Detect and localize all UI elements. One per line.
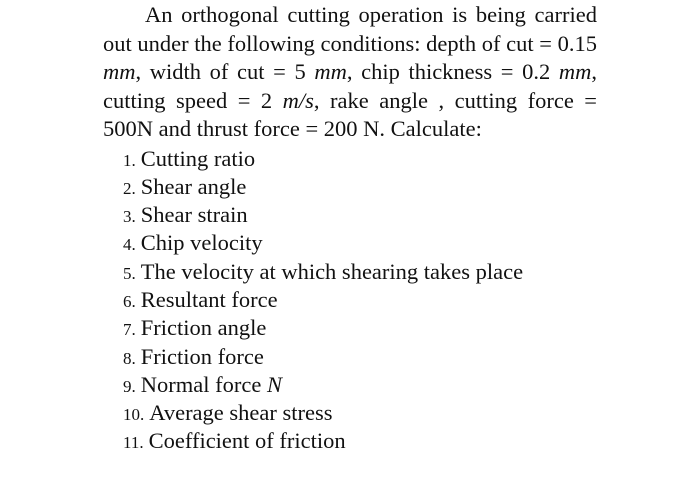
list-item [123,201,597,229]
width-value: 5 [294,59,315,84]
normal-force-symbol: N [266,371,282,397]
depth-value: 0.15 [557,30,597,56]
list-item [123,173,597,201]
item-number: 4. [123,235,136,255]
item-text: Cutting ratio [140,145,256,171]
list-item [123,343,597,371]
chip-unit: mm [558,59,592,84]
list-item [123,229,597,257]
list-item [123,145,597,173]
item-text: Average shear stress [149,400,333,426]
speed-label: , cutting speed = [103,59,598,113]
speed-value: 2 [260,87,283,113]
item-number: 3. [123,207,136,227]
question-list [103,145,597,456]
item-text: The velocity at which shearing takes place [140,258,524,284]
list-item [123,286,597,314]
width-label: , width of cut = [135,59,295,84]
list-item [123,258,597,286]
item-number: 11. [123,433,144,453]
rest-text: , rake angle , cutting force = 500N and thrust force = 200 N. Calculate: [103,87,597,141]
item-number: 8. [123,348,136,368]
list-item [123,399,597,427]
list-item [123,371,597,399]
item-number: 1. [123,150,136,170]
problem-paragraph [103,1,597,144]
list-item [123,427,597,455]
list-item [123,314,597,342]
item-text: Resultant force [140,286,278,312]
intro-text: An orthogonal cutting operation is being carried out under the following conditions: depth of cut = [103,2,597,56]
item-text: Chip velocity [140,230,263,256]
item-number: 10. [123,405,145,425]
problem-statement [103,1,597,456]
item-text: Shear strain [140,202,248,228]
item-number: 9. [123,376,136,396]
item-text-main: Normal force [140,371,267,397]
item-text [141,371,282,399]
item-text: Friction force [140,343,264,369]
item-number: 2. [123,178,136,198]
item-number: 6. [123,291,136,311]
item-text: Coefficient of friction [148,428,346,454]
speed-unit: m/s [282,87,314,113]
item-number: 5. [123,263,136,283]
width-unit: mm [314,59,347,84]
chip-value: 0.2 [522,59,559,84]
depth-unit: mm [103,59,136,84]
chip-label: , chip thickness = [346,59,523,84]
item-text: Friction angle [140,315,267,341]
item-number: 7. [123,320,136,340]
item-text: Shear angle [140,173,247,199]
